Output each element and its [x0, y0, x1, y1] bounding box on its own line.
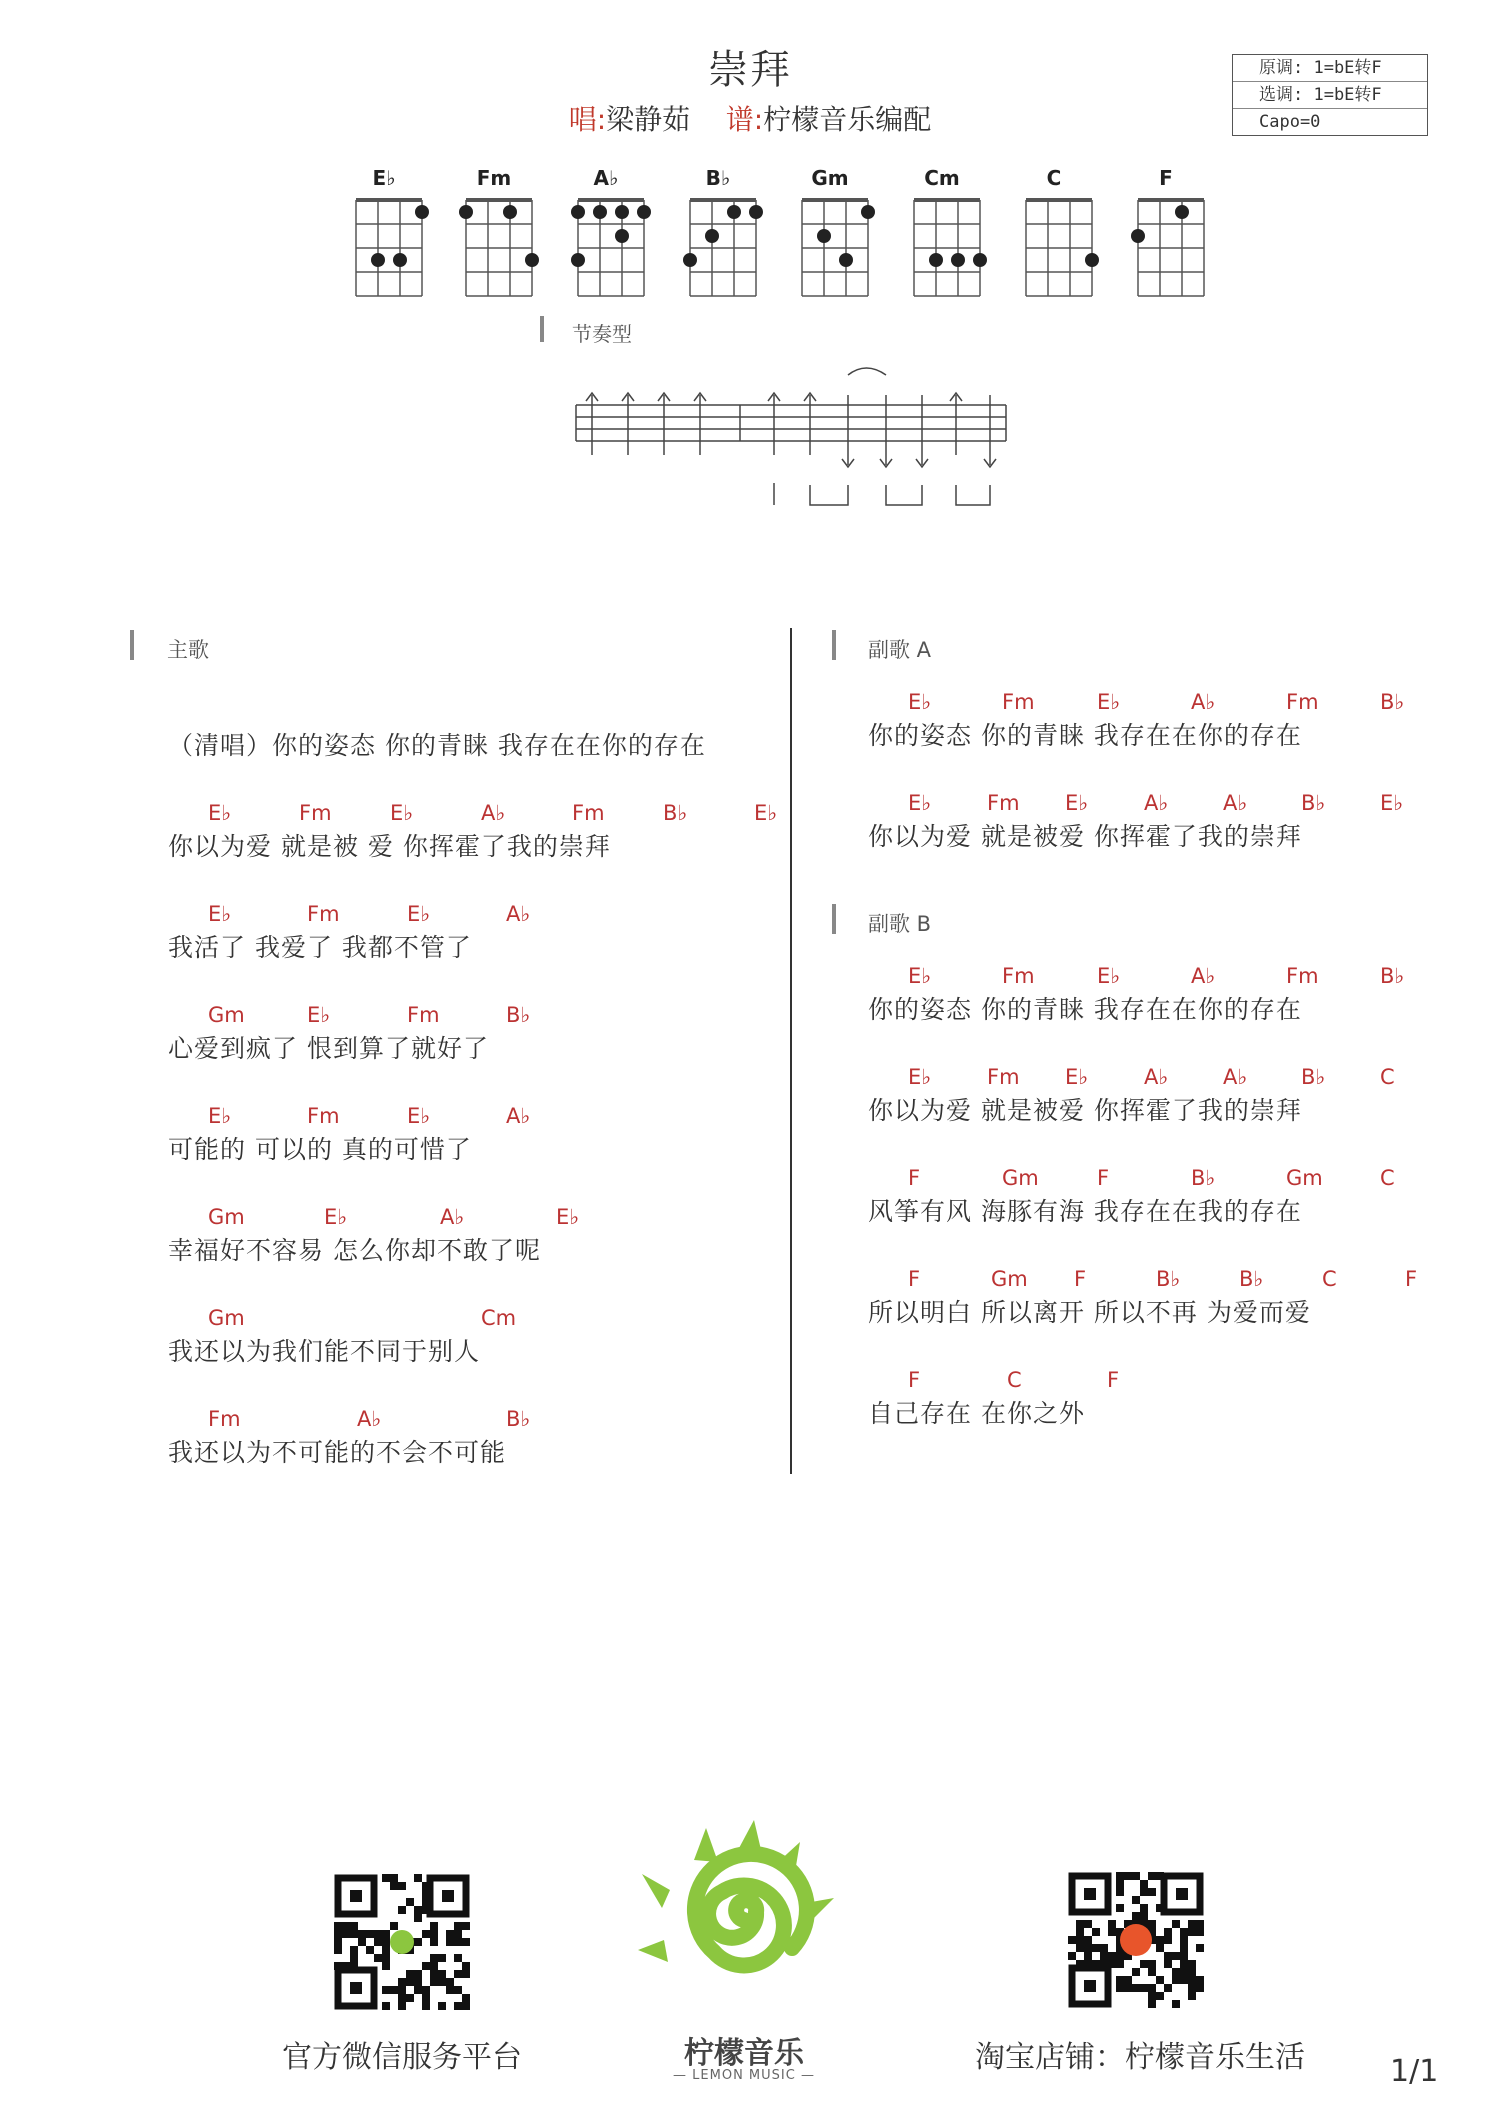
chord-name: Cm [924, 166, 960, 190]
chord-row [168, 700, 706, 726]
chord-symbol: F [1097, 1166, 1110, 1190]
finger-dot [637, 205, 651, 219]
lyric-text: 自己存在 在你之外 [868, 1399, 1085, 1428]
lyric-text: 可能的 可以的 真的可惜了 [168, 1135, 472, 1164]
chord-symbol: A♭ [1144, 791, 1169, 815]
taobao-qr-code [1068, 1872, 1204, 2008]
lyric-text: 心爱到疯了 恨到算了就好了 [168, 1034, 489, 1063]
chord-symbol: E♭ [407, 902, 431, 926]
original-key: 原调: 1=bE转F [1233, 55, 1427, 82]
finger-dot [393, 253, 407, 267]
chord-symbol: B♭ [1380, 690, 1405, 714]
lyric-line [168, 1104, 531, 1166]
chord-grid [894, 192, 990, 302]
lyric-text: 幸福好不容易 怎么你却不敢了呢 [168, 1236, 541, 1265]
chord-diagram [670, 166, 766, 306]
chord-symbol: F [908, 1267, 921, 1291]
chord-symbol: Fm [987, 791, 1020, 815]
finger-dot [525, 253, 539, 267]
chord-symbol: A♭ [1191, 964, 1216, 988]
chord-row [168, 1306, 517, 1332]
chord-name: B♭ [705, 166, 731, 190]
chord-grid [336, 192, 432, 302]
chord-name: Fm [476, 166, 512, 190]
finger-dot [683, 253, 697, 267]
lyric-line [868, 690, 1405, 752]
chord-grid [782, 192, 878, 302]
chord-symbol: A♭ [1144, 1065, 1169, 1089]
chord-symbol: Gm [1002, 1166, 1039, 1190]
lyric-line [868, 964, 1405, 1026]
chord-symbol: Fm [987, 1065, 1020, 1089]
chord-symbol: Fm [572, 801, 605, 825]
capo: Capo=0 [1259, 112, 1321, 132]
chord-symbol: E♭ [908, 791, 932, 815]
chord-symbol: Gm [1286, 1166, 1323, 1190]
chord-symbol: Fm [1002, 690, 1035, 714]
lyric-line [168, 1407, 531, 1469]
key-info-box [1232, 54, 1428, 136]
chord-row [868, 1368, 1120, 1394]
rhythm-bar [540, 316, 544, 342]
strum-up-group [586, 393, 962, 455]
taobao-caption: 淘宝店铺：柠檬音乐生活 [975, 2040, 1305, 2075]
chord-symbol: E♭ [307, 1003, 331, 1027]
verse-bar [130, 630, 134, 660]
finger-dot [727, 205, 741, 219]
lyric-text: 风筝有风 海豚有海 我存在在我的存在 [868, 1197, 1302, 1226]
finger-dot [861, 205, 875, 219]
chord-symbol: E♭ [208, 801, 232, 825]
lyric-line [868, 1065, 1395, 1127]
chord-name: F [1159, 166, 1173, 190]
chord-symbol: E♭ [1097, 690, 1121, 714]
arranger-name: 柠檬音乐编配 [763, 103, 932, 136]
chord-diagram [446, 166, 542, 306]
singer-name: 梁静茹 [606, 103, 691, 136]
chord-symbol: B♭ [1380, 964, 1405, 988]
chord-symbol: Gm [208, 1003, 245, 1027]
chord-symbol: B♭ [506, 1003, 531, 1027]
chord-symbol: E♭ [208, 902, 232, 926]
finger-dot [749, 205, 763, 219]
chord-symbol: B♭ [1156, 1267, 1181, 1291]
wechat-qr-code [334, 1874, 470, 2010]
chorus-b-bar [832, 904, 836, 934]
chord-symbol: A♭ [440, 1205, 465, 1229]
strum-down-group [842, 395, 996, 467]
lyric-line [168, 700, 706, 762]
chord-symbol: Cm [481, 1306, 517, 1330]
lyric-line [168, 801, 778, 863]
lyric-text: 所以明白 所以离开 所以不再 为爱而爱 [868, 1298, 1311, 1327]
lyric-text: （清唱）你的姿态 你的青睐 我存在在你的存在 [168, 731, 706, 760]
chord-symbol: A♭ [506, 1104, 531, 1128]
finger-dot [705, 229, 719, 243]
chord-symbol: B♭ [1239, 1267, 1264, 1291]
chord-symbol: F [908, 1166, 921, 1190]
lyric-line [168, 902, 531, 964]
lyric-line [168, 1306, 517, 1368]
finger-dot [817, 229, 831, 243]
lyric-line [868, 1166, 1395, 1228]
chord-symbol: Gm [991, 1267, 1028, 1291]
chord-symbol: E♭ [908, 690, 932, 714]
chord-symbol: C [1007, 1368, 1022, 1392]
chord-symbol: Gm [208, 1205, 245, 1229]
chord-symbol: Fm [299, 801, 332, 825]
finger-dot [615, 205, 629, 219]
rhythm-label: 节奏型 [572, 322, 632, 346]
lyric-text: 我还以为我们能不同于别人 [168, 1337, 481, 1366]
chord-symbol: Fm [307, 902, 340, 926]
chord-diagram [336, 166, 432, 306]
finger-dot [371, 253, 385, 267]
chord-symbol: Fm [407, 1003, 440, 1027]
chord-symbol: A♭ [357, 1407, 382, 1431]
chord-diagram [782, 166, 878, 306]
strum-pattern [560, 355, 1020, 515]
singer-label: 唱: [568, 103, 607, 136]
chord-name: C [1046, 166, 1062, 190]
lyric-line [168, 1205, 580, 1267]
chord-symbol: E♭ [908, 964, 932, 988]
chord-grid [670, 192, 766, 302]
chord-row [868, 964, 1405, 990]
finger-dot [1085, 253, 1099, 267]
chord-symbol: B♭ [1301, 791, 1326, 815]
chord-name: Gm [811, 166, 849, 190]
chord-symbol: E♭ [1065, 1065, 1089, 1089]
finger-dot [951, 253, 965, 267]
column-divider [790, 628, 792, 1474]
chord-symbol: A♭ [1191, 690, 1216, 714]
finger-dot [839, 253, 853, 267]
chord-symbol: F [1074, 1267, 1087, 1291]
chord-symbol: C [1322, 1267, 1337, 1291]
chord-symbol: C [1380, 1166, 1395, 1190]
chord-row [168, 902, 531, 928]
chord-symbol: E♭ [556, 1205, 580, 1229]
chord-symbol: Fm [1286, 690, 1319, 714]
finger-dot [973, 253, 987, 267]
chord-name: E♭ [372, 166, 396, 190]
finger-dot [1131, 229, 1145, 243]
lyric-line [168, 1003, 531, 1065]
lyric-text: 你以为爱 就是被 爱 你挥霍了我的崇拜 [168, 832, 611, 861]
chord-symbol: A♭ [1223, 791, 1248, 815]
chord-row [168, 1104, 531, 1130]
logo-subtext: — LEMON MUSIC — [673, 2068, 815, 2083]
chord-symbol: F [1405, 1267, 1418, 1291]
chord-symbol: E♭ [407, 1104, 431, 1128]
lyric-line [868, 791, 1404, 853]
lyric-text: 我活了 我爱了 我都不管了 [168, 933, 472, 962]
chord-symbol: B♭ [1191, 1166, 1216, 1190]
chord-symbol: B♭ [1301, 1065, 1326, 1089]
lyric-text: 我还以为不可能的不会不可能 [168, 1438, 507, 1467]
chord-symbol: B♭ [663, 801, 688, 825]
chord-row [168, 1407, 531, 1433]
chord-row [868, 791, 1404, 817]
chord-row [868, 1166, 1395, 1192]
chord-symbol: Fm [1002, 964, 1035, 988]
chord-symbol: E♭ [1380, 791, 1404, 815]
chord-symbol: Fm [1286, 964, 1319, 988]
chord-symbol: E♭ [1065, 791, 1089, 815]
chord-symbol: Fm [307, 1104, 340, 1128]
lyric-line [868, 1267, 1418, 1329]
chord-symbol: A♭ [481, 801, 506, 825]
finger-dot [503, 205, 517, 219]
chord-symbol: E♭ [324, 1205, 348, 1229]
finger-dot [593, 205, 607, 219]
logo-text: 柠檬音乐 [684, 2036, 804, 2071]
finger-dot [929, 253, 943, 267]
song-title: 崇拜 [708, 47, 792, 93]
chord-symbol: E♭ [754, 801, 778, 825]
chord-grid [1118, 192, 1214, 302]
lyric-text: 你以为爱 就是被爱 你挥霍了我的崇拜 [868, 1096, 1302, 1125]
chorus-b-label: 副歌 B [868, 912, 932, 936]
chord-diagram [1006, 166, 1102, 306]
chord-row [868, 1065, 1395, 1091]
verse-label: 主歌 [167, 638, 209, 662]
chord-row [168, 801, 778, 827]
lyric-text: 你的姿态 你的青睐 我存在在你的存在 [868, 721, 1302, 750]
chord-diagram [1118, 166, 1214, 306]
chord-symbol: Gm [208, 1306, 245, 1330]
finger-dot [615, 229, 629, 243]
chord-row [868, 690, 1405, 716]
chorus-a-bar [832, 630, 836, 660]
chorus-a-label: 副歌 A [868, 638, 932, 662]
chord-symbol: C [1380, 1065, 1395, 1089]
lyric-text: 你以为爱 就是被爱 你挥霍了我的崇拜 [868, 822, 1302, 851]
chord-symbol: A♭ [506, 902, 531, 926]
chord-row [868, 1267, 1418, 1293]
chord-symbol: F [1107, 1368, 1120, 1392]
chord-symbol: E♭ [908, 1065, 932, 1089]
lemon-music-logo-icon [634, 1820, 854, 2020]
lyric-text: 你的姿态 你的青睐 我存在在你的存在 [868, 995, 1302, 1024]
wechat-caption: 官方微信服务平台 [282, 2040, 522, 2075]
chord-diagram [894, 166, 990, 306]
chord-symbol: Fm [208, 1407, 241, 1431]
chord-grid [1006, 192, 1102, 302]
page-number: 1/1 [1390, 2054, 1439, 2089]
arranger-label: 谱: [725, 103, 764, 136]
chord-grid [446, 192, 542, 302]
chord-symbol: F [908, 1368, 921, 1392]
chord-symbol: E♭ [208, 1104, 232, 1128]
chord-name: A♭ [593, 166, 619, 190]
lyric-line [868, 1368, 1120, 1430]
chord-row [168, 1003, 531, 1029]
chord-diagram [558, 166, 654, 306]
chord-row [168, 1205, 580, 1231]
chord-symbol: E♭ [1097, 964, 1121, 988]
chord-symbol: A♭ [1223, 1065, 1248, 1089]
chord-symbol: E♭ [390, 801, 414, 825]
finger-dot [1175, 205, 1189, 219]
chord-grid [558, 192, 654, 302]
finger-dot [571, 205, 585, 219]
finger-dot [571, 253, 585, 267]
selected-key: 选调: 1=bE转F [1233, 82, 1427, 109]
chord-symbol: B♭ [506, 1407, 531, 1431]
finger-dot [459, 205, 473, 219]
finger-dot [415, 205, 429, 219]
